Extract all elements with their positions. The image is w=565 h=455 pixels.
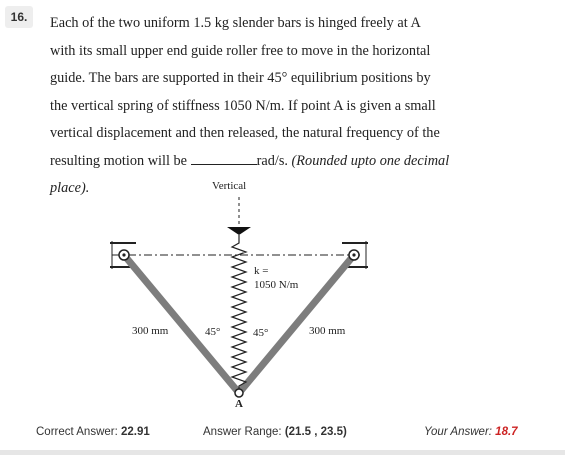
question-number: 16. xyxy=(5,6,33,28)
answer-footer xyxy=(0,426,565,444)
correct-answer xyxy=(36,426,150,438)
your-answer xyxy=(424,426,518,438)
right-length-label: 300 mm xyxy=(309,325,346,337)
left-angle-label: 45° xyxy=(205,326,221,338)
vertical-label: Vertical xyxy=(212,180,247,192)
rounding-note: (Rounded upto one decimal xyxy=(291,152,450,169)
spring-k-value: 1050 N/m xyxy=(254,279,299,291)
question-line: vertical displacement and then released, the natural frequency of the xyxy=(50,125,440,141)
point-a-label: A xyxy=(235,398,243,410)
answer-range-label: Answer Range: xyxy=(203,426,282,438)
rounding-note-end: place). xyxy=(50,180,90,196)
spring-coil xyxy=(232,235,246,391)
question-line: the vertical spring of stiffness 1050 N/m. If point A is given a small xyxy=(50,97,436,114)
mechanism-figure xyxy=(100,175,380,415)
spring-k-label: k = xyxy=(254,265,269,277)
question-line: Each of the two uniform 1.5 kg slender bars is hinged freely at A xyxy=(50,15,421,31)
question-text xyxy=(50,10,495,203)
left-roller-pin xyxy=(122,253,125,256)
your-answer-value: 18.7 xyxy=(495,426,518,438)
question-line-answer xyxy=(50,148,495,176)
question-line: with its small upper end guide roller free to move in the horizontal xyxy=(50,42,431,59)
answer-blank xyxy=(191,151,257,165)
correct-answer-label: Correct Answer: xyxy=(36,426,118,438)
right-roller-pin xyxy=(352,253,355,256)
mechanism-diagram xyxy=(100,175,380,415)
your-answer-label: Your Answer: xyxy=(424,426,492,438)
answer-range xyxy=(203,426,347,438)
correct-answer-value: 22.91 xyxy=(121,426,150,438)
spring-top-support xyxy=(227,227,251,235)
left-bar xyxy=(124,255,239,393)
left-length-label: 300 mm xyxy=(132,325,169,337)
question-line-unit: rad/s. xyxy=(256,152,288,169)
question-line: guide. The bars are supported in their 45° equilibrium positions by xyxy=(50,70,431,86)
question-line-prefix: resulting motion will be xyxy=(50,152,188,169)
hinge-a xyxy=(235,389,243,397)
answer-range-value: (21.5 , 23.5) xyxy=(284,426,347,438)
bottom-divider xyxy=(0,450,565,455)
right-angle-label: 45° xyxy=(253,327,269,339)
